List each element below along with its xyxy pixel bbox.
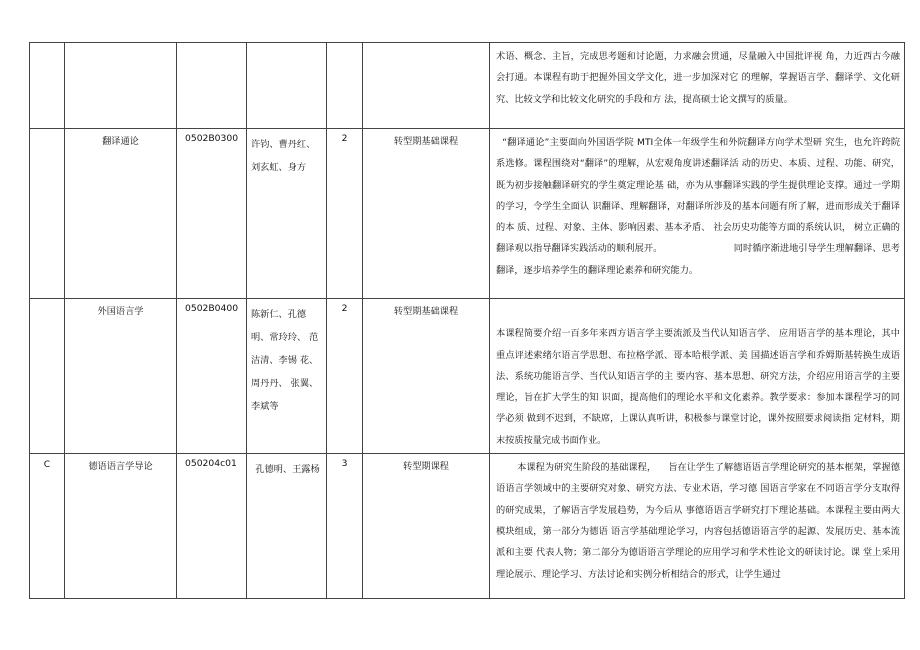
- category-cell: [30, 43, 65, 129]
- credits-cell: 2: [327, 299, 363, 454]
- teachers-cell: 许钧、曹丹红、刘玄虹、身方: [247, 129, 327, 299]
- table-row: [30, 129, 905, 299]
- description-cell: 本课程简要介绍一百多年来西方语言学主要流派及当代认知语言学、 应用语言学的基本理论，其中重点评述索绪尔语言学思想、布拉格学派、哥本哈根学派、美 国描述语言学和乔姆斯基转换生成语法、系统功能语言学、当代认知语言学的主 要内容、基本思想、研究方法，介绍应用语言学的主要理论，旨在扩大学生的知 识面，提高他们的理论水平和文化素养。教学要求：参加本课程学习的同学必须 做到不迟到，不缺席，上课认真听讲，积极参与课堂讨论，课外按照要求阅读指 定材料，期末按质按量完成书面作业。: [490, 299, 905, 454]
- course-type-cell: [363, 43, 490, 129]
- course-code-cell: 0502B0300: [177, 129, 247, 299]
- course-code-cell: 050204c01: [177, 454, 247, 599]
- course-name-cell: 外国语言学: [65, 299, 177, 454]
- course-name-cell: [65, 43, 177, 129]
- table-row: [30, 454, 905, 599]
- description-cell: 术语、概念、主旨，完成思考题和讨论题，力求融会贯通，尽量融入中国批评视 角，力近西古今融会打通。本课程有助于把握外国文学文化，进一步加深对它 的理解，掌握语言学、翻译学、文化研究、比较文学和比较文化研究的手段和方 法，提高硕士论文撰写的质量。: [490, 43, 905, 129]
- course-type-cell: 转型期课程: [363, 454, 490, 599]
- category-cell: C: [30, 454, 65, 599]
- category-cell: [30, 129, 65, 299]
- teachers-cell: 孔德明、王露杨: [247, 454, 327, 599]
- table-row: [30, 299, 905, 454]
- course-type-cell: 转型期基础课程: [363, 299, 490, 454]
- teachers-cell: [247, 43, 327, 129]
- credits-cell: 2: [327, 129, 363, 299]
- course-name-cell: 翻译通论: [65, 129, 177, 299]
- course-code-cell: 0502B0400: [177, 299, 247, 454]
- course-type-cell: 转型期基础课程: [363, 129, 490, 299]
- course-code-cell: [177, 43, 247, 129]
- table-row: [30, 43, 905, 129]
- course-name-cell: 德语语言学导论: [65, 454, 177, 599]
- description-cell: “翻译通论”主要面向外国语学院 MTI全体一年级学生和外院翻译方向学术型研 究生，也允许跨院系选修。课程围绕对“翻译”的理解，从宏观角度讲述翻译活 动的历史、本质、过程、功能、研究，既为初步接触翻译研究的学生奠定理论基 础，亦为从事翻译实践的学生提供理论支撑。通过一学期的学习，令学生全面认 识翻译、理解翻译，对翻译所涉及的基本问题有所了解，进而形成关于翻译的本 质、过程、对象、主体、影响因素、基本矛盾、 社会历史功能等方面的系统认识， 树立正确的翻译观以指导翻译实践活动的顺利展开。 同时循序渐进地引导学生理解翻译、思考翻译，逐步培养学生的翻译理论素养和研究能力。: [490, 129, 905, 299]
- teachers-cell: 陈新仁、孔德明、常玲玲、 范洁清、李锡 花、周丹丹、 张翼、李斌等: [247, 299, 327, 454]
- credits-cell: 3: [327, 454, 363, 599]
- credits-cell: [327, 43, 363, 129]
- description-cell: 本课程为研究生阶段的基础课程， 旨在让学生了解德语语言学理论研究的基本框架，掌握德语语言学领域中的主要研究对象、研究方法、专业术语，学习德 国语言学家在不同语言学分支取得的研究成果，了解语言学发展趋势，为今后从 事德语语言学研究打下理论基础。本课程主要由两大模块组成，第一部分为德语 语言学基础理论学习，内容包括德语语言学的起源、发展历史、基本流派和主要 代表人物；第二部分为德语语言学理论的应用学习和学术性论文的研读讨论。课 堂上采用理论展示、理论学习、方法讨论和实例分析相结合的形式，让学生通过: [490, 454, 905, 599]
- course-table: [29, 42, 905, 599]
- category-cell: [30, 299, 65, 454]
